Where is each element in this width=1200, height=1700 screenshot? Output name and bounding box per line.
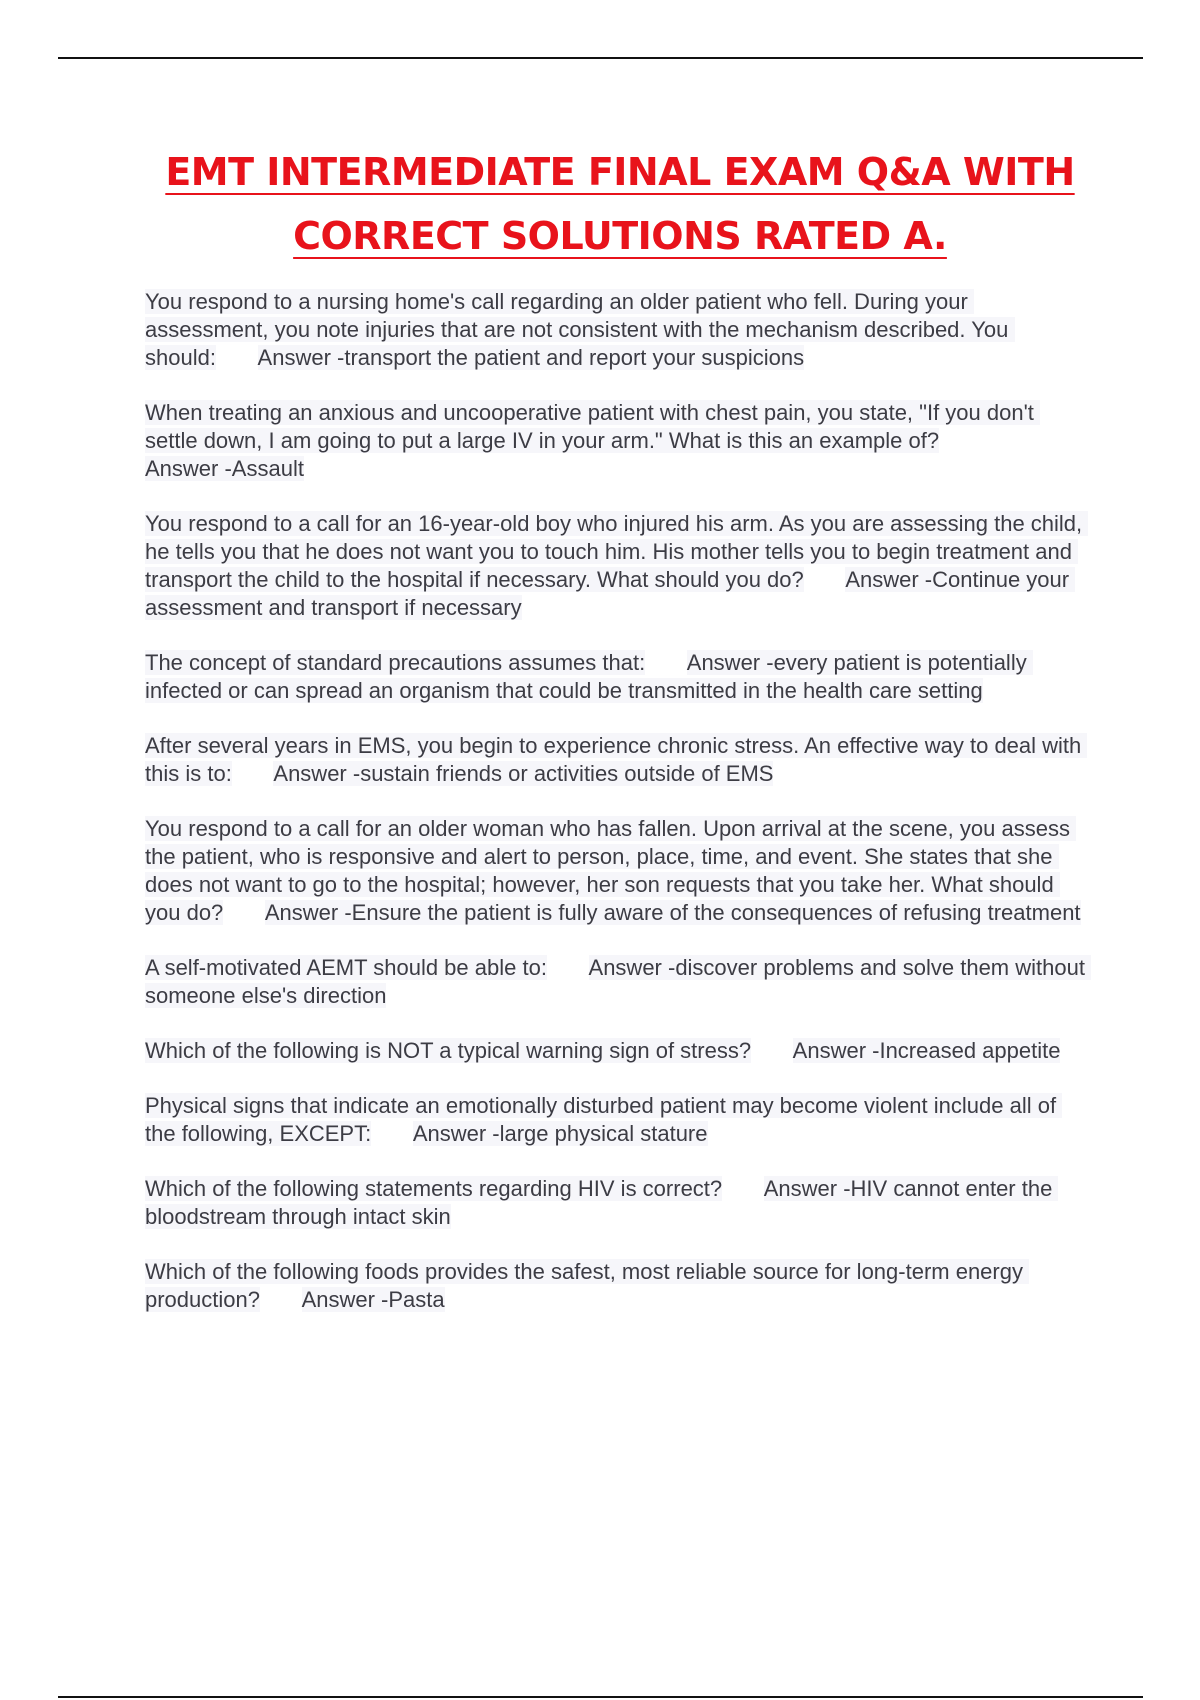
answer-text: discover problems and solve them without someone else's direction <box>145 955 1092 1008</box>
answer-prefix: Answer - <box>412 1121 500 1146</box>
top-rule <box>58 57 1143 59</box>
answer-text: Assault <box>231 456 304 481</box>
qa-list <box>145 288 1092 1341</box>
qa-item-2 <box>145 399 1085 483</box>
answer-prefix: Answer - <box>588 955 676 980</box>
answer-prefix: Answer - <box>273 761 361 786</box>
answer-text: every patient is potentially infected or can spread an organism that could be transmitted in the health care setting <box>145 650 1033 703</box>
question-text: You respond to a nursing home's call regarding an older patient who fell. During your assessment, you note injuries that are not consistent with the mechanism described. You should: <box>145 289 1015 370</box>
qa-item-11 <box>145 1258 1085 1314</box>
question-text: When treating an anxious and uncooperative patient with chest pain, you state, "If you don't settle down, I am going to put a large IV in your arm." What is this an example of? <box>145 400 1041 453</box>
answer-prefix: Answer - <box>686 650 774 675</box>
question-text: You respond to a call for an 16-year-old boy who injured his arm. As you are assessing the child, he tells you that he does not want you to touch him. His mother tells you to begin treatment and transport the child to the hospital if necessary. What should you do? <box>145 511 1089 592</box>
bottom-rule <box>58 1696 1143 1698</box>
answer-prefix: Answer - <box>845 567 933 592</box>
answer-text: transport the patient and report your suspicions <box>344 345 805 370</box>
answer-prefix: Answer - <box>301 1287 389 1312</box>
answer-prefix: Answer - <box>792 1038 880 1063</box>
answer-text: large physical stature <box>499 1121 708 1146</box>
question-text: Which of the following is NOT a typical warning sign of stress? <box>145 1038 752 1063</box>
qa-item-1 <box>145 288 1085 372</box>
answer-text: Increased appetite <box>879 1038 1061 1063</box>
question-text: The concept of standard precautions assumes that: <box>145 650 646 675</box>
answer-prefix: Answer - <box>264 900 352 925</box>
qa-item-8 <box>145 1037 1085 1065</box>
answer-text: HIV cannot enter the bloodstream through intact skin <box>145 1176 1059 1229</box>
question-text: A self-motivated AEMT should be able to: <box>145 955 547 980</box>
answer-text: Continue your assessment and transport if necessary <box>145 567 1076 620</box>
title-line-1: EMT INTERMEDIATE FINAL EXAM Q&A WITH <box>165 150 1075 194</box>
question-text: Physical signs that indicate an emotionally disturbed patient may become violent include all of the following, EXCEPT: <box>145 1093 1063 1146</box>
title-line-2: CORRECT SOLUTIONS RATED A. <box>293 214 947 258</box>
answer-prefix: Answer - <box>257 345 345 370</box>
question-text: Which of the following foods provides the safest, most reliable source for long-term energy production? <box>145 1259 1030 1312</box>
qa-item-4 <box>145 649 1085 705</box>
question-text: After several years in EMS, you begin to experience chronic stress. An effective way to deal with this is to: <box>145 733 1088 786</box>
answer-text: Pasta <box>388 1287 445 1312</box>
qa-item-7 <box>145 954 1092 1010</box>
qa-item-6 <box>145 815 1085 927</box>
answer-prefix: Answer - <box>763 1176 851 1201</box>
question-text: You respond to a call for an older woman who has fallen. Upon arrival at the scene, you assess the patient, who is responsive and alert to person, place, time, and event. She states that she does not want to go to the hospital; however, her son requests that you take her. What should you do? <box>145 816 1077 925</box>
answer-text: Ensure the patient is fully aware of the consequences of refusing treatment <box>351 900 1081 925</box>
qa-item-10 <box>145 1175 1085 1231</box>
qa-item-3 <box>145 510 1089 622</box>
qa-item-5 <box>145 732 1088 788</box>
document-title <box>100 140 1140 268</box>
answer-text: sustain friends or activities outside of EMS <box>360 761 774 786</box>
answer-prefix: Answer - <box>145 456 232 481</box>
question-text: Which of the following statements regarding HIV is correct? <box>145 1176 723 1201</box>
qa-item-9 <box>145 1092 1085 1148</box>
